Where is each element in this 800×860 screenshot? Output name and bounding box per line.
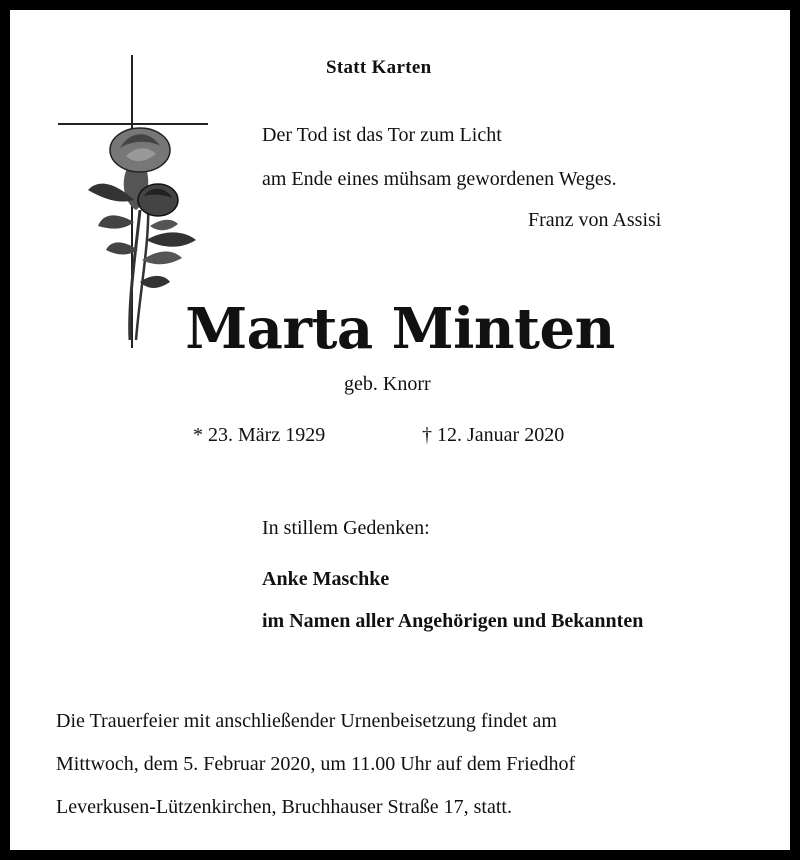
- ceremony-line-1: Die Trauerfeier mit anschließender Urnenbeisetzung findet am: [56, 710, 557, 732]
- maiden-name: geb. Knorr: [344, 373, 431, 395]
- quote-author: Franz von Assisi: [528, 209, 662, 231]
- deceased-name: [0, 296, 800, 362]
- quote-line-1: Der Tod ist das Tor zum Licht: [262, 124, 502, 146]
- memory-intro: In stillem Gedenken:: [262, 517, 430, 539]
- ceremony-line-3: Leverkusen-Lützenkirchen, Bruchhauser Straße 17, statt.: [56, 796, 512, 818]
- mourner-behalf: im Namen aller Angehörigen und Bekannten: [262, 610, 644, 632]
- death-date: † 12. Januar 2020: [422, 424, 565, 446]
- ceremony-line-2: Mittwoch, dem 5. Februar 2020, um 11.00 Uhr auf dem Friedhof: [56, 753, 576, 775]
- headline-statt-karten: Statt Karten: [326, 57, 432, 78]
- deceased-name-text: Marta Minten: [185, 296, 615, 362]
- birth-date: * 23. März 1929: [193, 424, 326, 446]
- mourner-name: Anke Maschke: [262, 568, 390, 590]
- ceremony-notice: [56, 700, 756, 829]
- quote-line-2: am Ende eines mühsam gewordenen Weges.: [262, 168, 617, 190]
